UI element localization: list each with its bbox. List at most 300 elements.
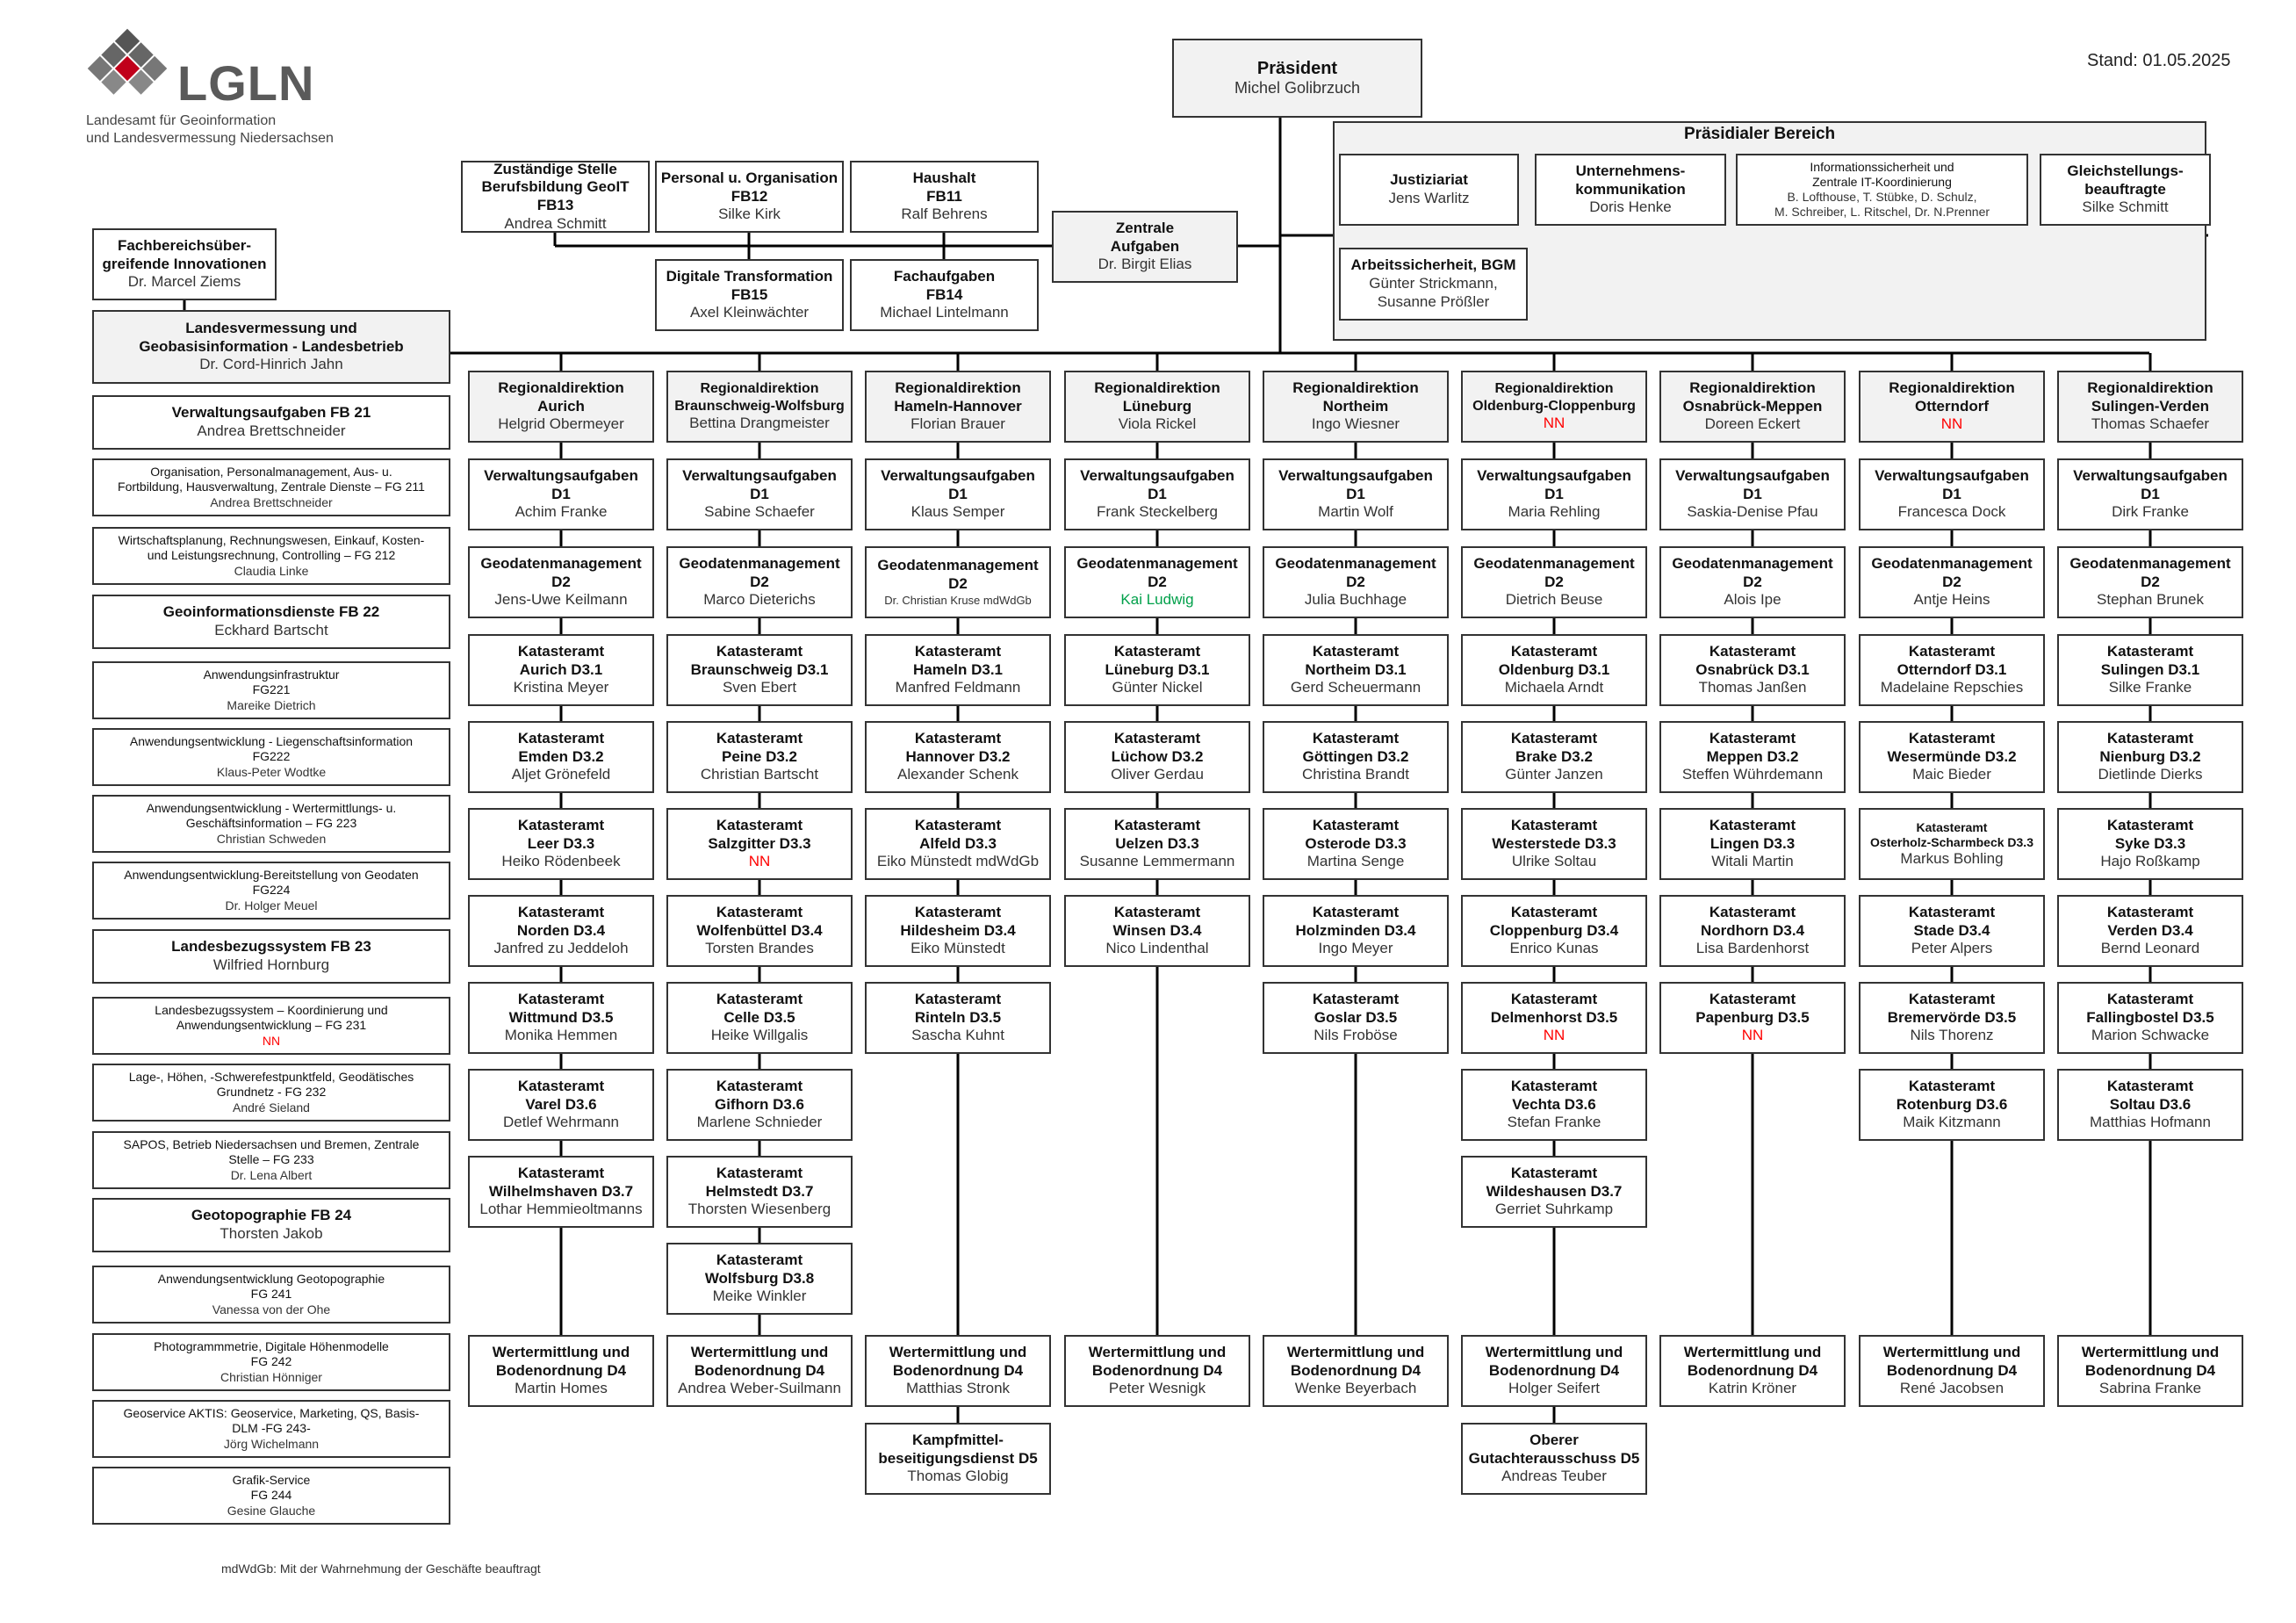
region-2-d2 [666,546,853,618]
left-item-13-title: Geotopographie FB 24 [191,1207,352,1224]
innovation-box-person: Dr. Marcel Ziems [127,273,241,291]
region-3-d4-title: Wertermittlung und Bodenordnung D4 [889,1343,1027,1379]
staff-fb14-person: Michael Lintelmann [880,304,1009,321]
region-2-d4-person: Andrea Weber-Suilmann [678,1380,841,1397]
lgln-logo-icon [83,25,171,112]
region-8-amt-6-person: Maik Kitzmann [1903,1114,2001,1131]
left-item-8-person: Dr. Holger Meuel [225,898,318,912]
region-7-amt-5-person: NN [1741,1027,1764,1044]
region-6-amt-7-person: Gerriet Suhrkamp [1494,1201,1614,1218]
region-8-d1-title: Verwaltungsaufgaben D1 [1875,466,2029,502]
region-1-d2-person: Jens-Uwe Keilmann [494,591,628,609]
region-2-amt-3-title: Katasteramt Salzgitter D3.3 [708,816,811,852]
region-7-amt-2 [1659,721,1846,793]
region-3-head-person: Florian Brauer [910,415,1005,433]
region-4-amt-1-title: Katasteramt Lüneburg D3.1 [1105,642,1210,678]
region-5-d4-person: Wenke Beyerbach [1294,1380,1417,1397]
left-item-4-person: Eckhard Bartscht [214,622,328,638]
region-7-d4-person: Katrin Kröner [1708,1380,1797,1397]
region-4-amt-1 [1064,634,1250,706]
region-9-head-person: Thomas Schaefer [2091,415,2210,433]
region-3-amt-2-person: Alexander Schenk [897,766,1018,783]
left-item-15-person: Christian Hönniger [220,1369,322,1384]
region-5-head [1263,371,1449,443]
region-7-head-person: Doreen Eckert [1704,415,1801,433]
region-7-d1 [1659,458,1846,530]
region-4-amt-3-title: Katasteramt Uelzen D3.3 [1113,816,1201,852]
region-1-amt-5 [468,982,654,1054]
region-1-amt-4-person: Janfred zu Jeddeloh [493,940,629,957]
region-3-amt-1 [865,634,1051,706]
region-2-amt-5 [666,982,853,1054]
region-6-head-title: Regionaldirektion Oldenburg-Cloppenburg [1472,381,1636,414]
region-8-amt-5-title: Katasteramt Bremervörde D3.5 [1887,990,2017,1026]
left-item-5 [92,661,450,719]
left-item-7 [92,795,450,853]
region-1-head-person: Helgrid Obermeyer [498,415,624,433]
region-2-d2-person: Marco Dieterichs [703,591,816,609]
region-7-d2 [1659,546,1846,618]
left-item-7-title: Anwendungsentwicklung - Wertermittlungs- u. Geschäftsinformation – FG 223 [146,801,397,831]
region-8-amt-2-title: Katasteramt Wesermünde D3.2 [1887,729,2017,765]
region-2-amt-7-person: Thorsten Wiesenberg [687,1201,831,1218]
region-6-d5-title: Oberer Gutachterausschuss D5 [1468,1431,1640,1467]
region-1-amt-3-person: Heiko Rödenbeek [501,853,621,870]
praesidial-box-1 [1339,154,1519,226]
region-1-d1-person: Achim Franke [515,503,608,521]
region-5-amt-5-person: Nils Froböse [1314,1027,1398,1044]
region-3-d5 [865,1423,1051,1495]
left-item-5-title: Anwendungsinfrastruktur FG221 [203,667,340,697]
region-8-amt-1-person: Madelaine Repschies [1880,679,2024,696]
region-2-amt-2-person: Christian Bartscht [700,766,819,783]
left-item-5-person: Mareike Dietrich [227,697,316,712]
region-2-amt-3 [666,808,853,880]
region-8-d1-person: Francesca Dock [1897,503,2006,521]
region-6-d2-person: Dietrich Beuse [1505,591,1603,609]
staff-zentrale-title: Zentrale Aufgaben [1110,219,1180,255]
staff-zentrale [1052,211,1238,283]
staff-fb14 [850,259,1039,331]
left-item-1-person: Andrea Brettschneider [197,422,346,439]
region-1-d2-title: Geodatenmanagement D2 [480,554,642,590]
region-1-amt-6-person: Detlef Wehrmann [503,1114,619,1131]
left-item-9 [92,929,450,984]
region-2-d1 [666,458,853,530]
region-3-amt-4-title: Katasteramt Hildesheim D3.4 [900,903,1016,939]
region-3-amt-3 [865,808,1051,880]
left-item-17-person: Gesine Glauche [227,1503,316,1518]
region-7-amt-5 [1659,982,1846,1054]
region-9-amt-6-title: Katasteramt Soltau D3.6 [2106,1077,2194,1113]
staff-zentrale-person: Dr. Birgit Elias [1098,256,1192,273]
region-7-d2-person: Alois Ipe [1724,591,1781,609]
region-1-d1 [468,458,654,530]
region-1-amt-2-person: Aljet Grönefeld [511,766,611,783]
staff-fb11-person: Ralf Behrens [901,206,988,223]
left-item-3-person: Claudia Linke [234,563,309,578]
region-9-amt-4 [2057,895,2243,967]
region-2-head [666,371,853,443]
praesidial-box-3 [1736,154,2028,226]
staff-fb15-person: Axel Kleinwächter [689,304,810,321]
region-7-amt-4-person: Lisa Bardenhorst [1695,940,1810,957]
landesbetrieb-box [92,310,450,384]
region-8-head [1859,371,2045,443]
region-3-d2-person: Dr. Christian Kruse mdWdGb [884,593,1032,607]
region-8-amt-5-person: Nils Thorenz [1910,1027,1994,1044]
region-7-amt-3-person: Witali Martin [1711,853,1794,870]
left-item-16-person: Jörg Wichelmann [223,1436,320,1451]
left-item-16-title: Geoservice AKTIS: Geoservice, Marketing, QS, Basis- DLM -FG 243- [123,1406,420,1436]
left-item-11-title: Lage-, Höhen, -Schwerefestpunktfeld, Geodätisches Grundnetz - FG 232 [128,1070,414,1100]
left-item-9-person: Wilfried Hornburg [212,956,330,973]
left-item-11-person: André Sieland [233,1100,310,1114]
region-2-amt-7 [666,1156,853,1228]
left-item-4 [92,595,450,649]
region-9-d2 [2057,546,2243,618]
region-7-amt-3 [1659,808,1846,880]
left-item-11 [92,1064,450,1122]
region-9-amt-5-title: Katasteramt Fallingbostel D3.5 [2086,990,2214,1026]
region-9-d2-title: Geodatenmanagement D2 [2069,554,2231,590]
region-4-d4-title: Wertermittlung und Bodenordnung D4 [1088,1343,1227,1379]
region-3-amt-5 [865,982,1051,1054]
region-4-d1 [1064,458,1250,530]
region-9-amt-1-person: Silke Franke [2108,679,2192,696]
region-3-amt-4-person: Eiko Münstedt [910,940,1005,957]
region-9-amt-2-title: Katasteramt Nienburg D3.2 [2099,729,2201,765]
region-3-d1-person: Klaus Semper [910,503,1005,521]
region-8-amt-4 [1859,895,2045,967]
region-5-amt-2 [1263,721,1449,793]
region-4-amt-4-person: Nico Lindenthal [1105,940,1209,957]
region-2-amt-2 [666,721,853,793]
region-3-d1 [865,458,1051,530]
region-2-amt-6-title: Katasteramt Gifhorn D3.6 [714,1077,804,1113]
region-2-amt-8-person: Meike Winkler [712,1288,807,1305]
region-5-amt-1-person: Gerd Scheuermann [1290,679,1422,696]
region-4-amt-1-person: Günter Nickel [1112,679,1203,696]
staff-fb13-person: Andrea Schmitt [504,214,607,232]
staff-fb11 [850,161,1039,233]
region-4-amt-4 [1064,895,1250,967]
president-box-title: Präsident [1256,58,1338,78]
region-9-amt-6 [2057,1069,2243,1141]
region-8-head-person: NN [1940,415,1963,433]
region-7-d4-title: Wertermittlung und Bodenordnung D4 [1683,1343,1822,1379]
region-5-d1-title: Verwaltungsaufgaben D1 [1278,466,1433,502]
region-1-amt-7-title: Katasteramt Wilhelmshaven D3.7 [488,1164,634,1200]
region-4-amt-2-person: Oliver Gerdau [1111,766,1204,783]
praesidial-box-5-person: Günter Strickmann, Susanne Prößler [1369,275,1498,310]
left-item-1 [92,395,450,450]
region-6-amt-6-title: Katasteramt Vechta D3.6 [1510,1077,1598,1113]
region-6-amt-5-title: Katasteramt Delmenhorst D3.5 [1490,990,1618,1026]
region-6-amt-1 [1461,634,1647,706]
region-8-amt-1-title: Katasteramt Otterndorf D3.1 [1897,642,2007,678]
region-1-amt-1-title: Katasteramt Aurich D3.1 [517,642,605,678]
left-item-9-title: Landesbezugssystem FB 23 [171,938,371,956]
region-6-amt-4-title: Katasteramt Cloppenburg D3.4 [1489,903,1619,939]
region-4-d4 [1064,1335,1250,1407]
region-3-d5-person: Thomas Globig [907,1468,1009,1485]
region-4-d1-title: Verwaltungsaufgaben D1 [1080,466,1234,502]
region-2-amt-8-title: Katasteramt Wolfsburg D3.8 [704,1251,815,1287]
staff-fb12 [655,161,844,233]
left-item-14-person: Vanessa von der Ohe [212,1302,331,1316]
innovation-box-title: Fachbereichsüber- greifende Innovationen [102,236,267,272]
region-2-amt-6 [666,1069,853,1141]
region-9-amt-4-person: Bernd Leonard [2100,940,2200,957]
region-6-d4-person: Holger Seifert [1508,1380,1600,1397]
region-5-amt-2-title: Katasteramt Göttingen D3.2 [1302,729,1409,765]
left-item-15 [92,1333,450,1391]
region-8-d2 [1859,546,2045,618]
president-box-person: Michel Golibrzuch [1234,79,1361,97]
region-8-amt-6 [1859,1069,2045,1141]
region-5-d1-person: Martin Wolf [1318,503,1393,521]
praesidial-title: Präsidialer Bereich [1684,125,1836,143]
region-6-amt-1-title: Katasteramt Oldenburg D3.1 [1498,642,1610,678]
region-8-d2-title: Geodatenmanagement D2 [1871,554,2033,590]
region-3-d2 [865,546,1051,618]
region-2-amt-1-title: Katasteramt Braunschweig D3.1 [690,642,829,678]
region-6-head-person: NN [1543,415,1565,432]
region-4-d2-person: Kai Ludwig [1120,591,1194,609]
region-6-amt-4-person: Enrico Kunas [1509,940,1599,957]
left-item-2-person: Andrea Brettschneider [210,494,333,509]
region-5-amt-4 [1263,895,1449,967]
region-1-amt-3-title: Katasteramt Leer D3.3 [517,816,605,852]
left-item-14-title: Anwendungsentwicklung Geotopographie FG 241 [157,1272,385,1302]
region-3-d4 [865,1335,1051,1407]
region-3-head-title: Regionaldirektion Hameln-Hannover [894,379,1022,415]
praesidial-box-4-person: Silke Schmitt [2082,198,2169,216]
region-8-d2-person: Antje Heins [1913,591,1990,609]
region-1-amt-1-person: Kristina Meyer [513,679,609,696]
region-1-d2 [468,546,654,618]
staff-fb12-title: Personal u. Organisation FB12 [660,169,839,205]
region-8-amt-4-person: Peter Alpers [1911,940,1993,957]
region-3-d5-title: Kampfmittel- beseitigungsdienst D5 [878,1431,1038,1467]
region-3-amt-3-title: Katasteramt Alfeld D3.3 [914,816,1002,852]
region-8-d1 [1859,458,2045,530]
region-5-d4 [1263,1335,1449,1407]
region-3-amt-1-title: Katasteramt Hameln D3.1 [912,642,1004,678]
praesidial-box-2-person: Doris Henke [1589,198,1672,216]
left-item-13 [92,1198,450,1252]
region-1-amt-7-person: Lothar Hemmieoltmanns [479,1201,643,1218]
region-9-amt-1 [2057,634,2243,706]
region-1-amt-5-title: Katasteramt Wittmund D3.5 [508,990,614,1026]
logo-subtitle-1: Landesamt für Geoinformation [86,113,277,128]
region-9-amt-5-person: Marion Schwacke [2091,1027,2210,1044]
region-1-head-title: Regionaldirektion Aurich [498,379,624,415]
left-item-3 [92,527,450,585]
innovation-box [92,228,277,300]
region-4-head-title: Regionaldirektion Lüneburg [1094,379,1220,415]
region-5-d2 [1263,546,1449,618]
left-item-17 [92,1467,450,1525]
region-2-amt-4-title: Katasteramt Wolfenbüttel D3.4 [696,903,823,939]
region-6-d4 [1461,1335,1647,1407]
region-8-amt-5 [1859,982,2045,1054]
region-5-amt-5 [1263,982,1449,1054]
region-6-amt-7-title: Katasteramt Wildeshausen D3.7 [1486,1164,1623,1200]
region-9-amt-6-person: Matthias Hofmann [2090,1114,2211,1131]
region-7-amt-2-person: Steffen Wührdemann [1681,766,1824,783]
region-7-d1-person: Saskia-Denise Pfau [1687,503,1818,521]
region-1-d1-title: Verwaltungsaufgaben D1 [484,466,638,502]
praesidial-box-1-title: Justiziariat [1390,171,1468,189]
left-item-12-title: SAPOS, Betrieb Niedersachsen und Bremen, Zentrale Stelle – FG 233 [123,1137,420,1167]
region-3-d4-person: Matthias Stronk [905,1380,1011,1397]
staff-fb13 [461,161,650,233]
left-item-6-title: Anwendungsentwicklung - Liegenschaftsinformation FG222 [129,734,414,764]
region-2-d4 [666,1335,853,1407]
region-2-amt-5-title: Katasteramt Celle D3.5 [716,990,803,1026]
region-4-amt-2-title: Katasteramt Lüchow D3.2 [1111,729,1204,765]
region-9-amt-2-person: Dietlinde Dierks [2098,766,2203,783]
praesidial-box-3-title: Informationssicherheit und Zentrale IT-Koordinierung [1810,159,1954,189]
region-2-amt-1 [666,634,853,706]
region-6-d1 [1461,458,1647,530]
region-2-amt-7-title: Katasteramt Helmstedt D3.7 [705,1164,814,1200]
region-5-d4-title: Wertermittlung und Bodenordnung D4 [1286,1343,1425,1379]
region-2-amt-4 [666,895,853,967]
region-6-amt-3-title: Katasteramt Westerstede D3.3 [1492,816,1616,852]
region-1-d4-title: Wertermittlung und Bodenordnung D4 [492,1343,630,1379]
region-9-d1-title: Verwaltungsaufgaben D1 [2073,466,2228,502]
left-item-6-person: Klaus-Peter Wodtke [216,764,327,779]
region-3-amt-2-title: Katasteramt Hannover D3.2 [905,729,1011,765]
region-5-d2-person: Julia Buchhage [1304,591,1407,609]
landesbetrieb-box-person: Dr. Cord-Hinrich Jahn [199,356,343,373]
staff-fb13-title: Zuständige Stelle Berufsbildung GeoIT FB13 [481,161,630,213]
left-item-8 [92,862,450,920]
region-2-amt-8 [666,1243,853,1315]
region-5-d2-title: Geodatenmanagement D2 [1275,554,1436,590]
region-9-amt-2 [2057,721,2243,793]
region-9-amt-3-title: Katasteramt Syke D3.3 [2106,816,2194,852]
region-2-amt-6-person: Marlene Schnieder [696,1114,823,1131]
region-9-d4-title: Wertermittlung und Bodenordnung D4 [2081,1343,2220,1379]
region-1-amt-3 [468,808,654,880]
region-8-amt-2-person: Maic Bieder [1912,766,1991,783]
region-8-amt-6-title: Katasteramt Rotenburg D3.6 [1896,1077,2008,1113]
left-item-10-title: Landesbezugssystem – Koordinierung und Anwendungsentwicklung – FG 231 [155,1003,388,1033]
region-6-d5-person: Andreas Teuber [1501,1468,1607,1485]
region-4-amt-2 [1064,721,1250,793]
left-item-2 [92,458,450,516]
region-7-amt-1-person: Thomas Janßen [1698,679,1807,696]
praesidial-box-4-title: Gleichstellungs- beauftragte [2067,162,2184,198]
left-item-10-person: NN [262,1033,281,1048]
region-8-amt-3-person: Markus Bohling [1900,849,2004,867]
region-6-amt-4 [1461,895,1647,967]
region-6-amt-2 [1461,721,1647,793]
region-8-amt-4-title: Katasteramt Stade D3.4 [1908,903,1996,939]
region-1-amt-4-title: Katasteramt Norden D3.4 [516,903,606,939]
region-5-amt-4-title: Katasteramt Holzminden D3.4 [1295,903,1416,939]
region-5-head-title: Regionaldirektion Northeim [1292,379,1419,415]
region-1-amt-7 [468,1156,654,1228]
region-6-amt-6 [1461,1069,1647,1141]
left-item-16 [92,1400,450,1458]
region-5-amt-4-person: Ingo Meyer [1318,940,1393,957]
praesidial-box-2 [1535,154,1726,226]
region-4-d2 [1064,546,1250,618]
region-4-amt-3-person: Susanne Lemmermann [1079,853,1235,870]
logo-subtitle-2: und Landesvermessung Niedersachsen [86,131,334,146]
staff-fb14-title: Fachaufgaben FB14 [893,267,996,303]
region-3-amt-2 [865,721,1051,793]
landesbetrieb-box-title: Landesvermessung und Geobasisinformation - Landesbetrieb [139,319,404,355]
region-1-amt-5-person: Monika Hemmen [504,1027,618,1044]
region-4-d4-person: Peter Wesnigk [1108,1380,1206,1397]
region-6-d4-title: Wertermittlung und Bodenordnung D4 [1485,1343,1623,1379]
region-3-amt-1-person: Manfred Feldmann [895,679,1021,696]
praesidial-box-4 [2040,154,2211,226]
region-6-amt-1-person: Michaela Arndt [1504,679,1604,696]
region-9-amt-3-person: Hajo Roßkamp [2100,853,2200,870]
region-7-amt-5-title: Katasteramt Papenburg D3.5 [1695,990,1810,1026]
left-item-1-title: Verwaltungsaufgaben FB 21 [171,404,371,422]
region-9-d1-person: Dirk Franke [2112,503,2189,521]
region-1-amt-6-title: Katasteramt Varel D3.6 [517,1077,605,1113]
region-7-amt-4 [1659,895,1846,967]
region-7-amt-3-title: Katasteramt Lingen D3.3 [1709,816,1796,852]
left-item-8-title: Anwendungsentwicklung-Bereitstellung von Geodaten FG224 [124,868,419,898]
region-8-head-title: Regionaldirektion Otterndorf [1889,379,2015,415]
left-item-17-title: Grafik-Service FG 244 [232,1473,311,1503]
region-5-amt-3 [1263,808,1449,880]
staff-fb15-title: Digitale Transformation FB15 [666,267,833,303]
left-item-12-person: Dr. Lena Albert [230,1167,313,1182]
praesidial-box-3-person: B. Lofthouse, T. Stübke, D. Schulz, M. Schreiber, L. Ritschel, Dr. N.Prenner [1774,190,1990,220]
staff-fb15 [655,259,844,331]
region-9-d2-person: Stephan Brunek [2097,591,2204,609]
region-9-head-title: Regionaldirektion Sulingen-Verden [2087,379,2213,415]
left-item-13-person: Thorsten Jakob [220,1225,323,1242]
region-1-amt-4 [468,895,654,967]
region-1-amt-6 [468,1069,654,1141]
region-7-d1-title: Verwaltungsaufgaben D1 [1675,466,1830,502]
region-6-amt-2-title: Katasteramt Brake D3.2 [1510,729,1598,765]
praesidial-box-2-title: Unternehmens- kommunikation [1575,162,1686,198]
logo-name: LGLN [177,55,315,111]
praesidial-box-5 [1339,248,1528,321]
region-6-d2 [1461,546,1647,618]
region-6-amt-2-person: Günter Janzen [1505,766,1603,783]
left-item-7-person: Christian Schweden [216,831,327,846]
region-6-d2-title: Geodatenmanagement D2 [1473,554,1635,590]
region-8-d4 [1859,1335,2045,1407]
left-item-10 [92,997,450,1055]
region-8-amt-2 [1859,721,2045,793]
region-4-d1-person: Frank Steckelberg [1097,503,1218,521]
region-9-d4-person: Sabrina Franke [2098,1380,2202,1397]
region-8-amt-3 [1859,808,2045,880]
region-7-head [1659,371,1846,443]
region-7-d2-title: Geodatenmanagement D2 [1672,554,1833,590]
region-9-d1 [2057,458,2243,530]
region-5-amt-3-title: Katasteramt Osterode D3.3 [1305,816,1407,852]
region-2-d4-title: Wertermittlung und Bodenordnung D4 [690,1343,829,1379]
region-8-d4-person: René Jacobsen [1899,1380,2005,1397]
region-5-amt-1-title: Katasteramt Northeim D3.1 [1305,642,1407,678]
